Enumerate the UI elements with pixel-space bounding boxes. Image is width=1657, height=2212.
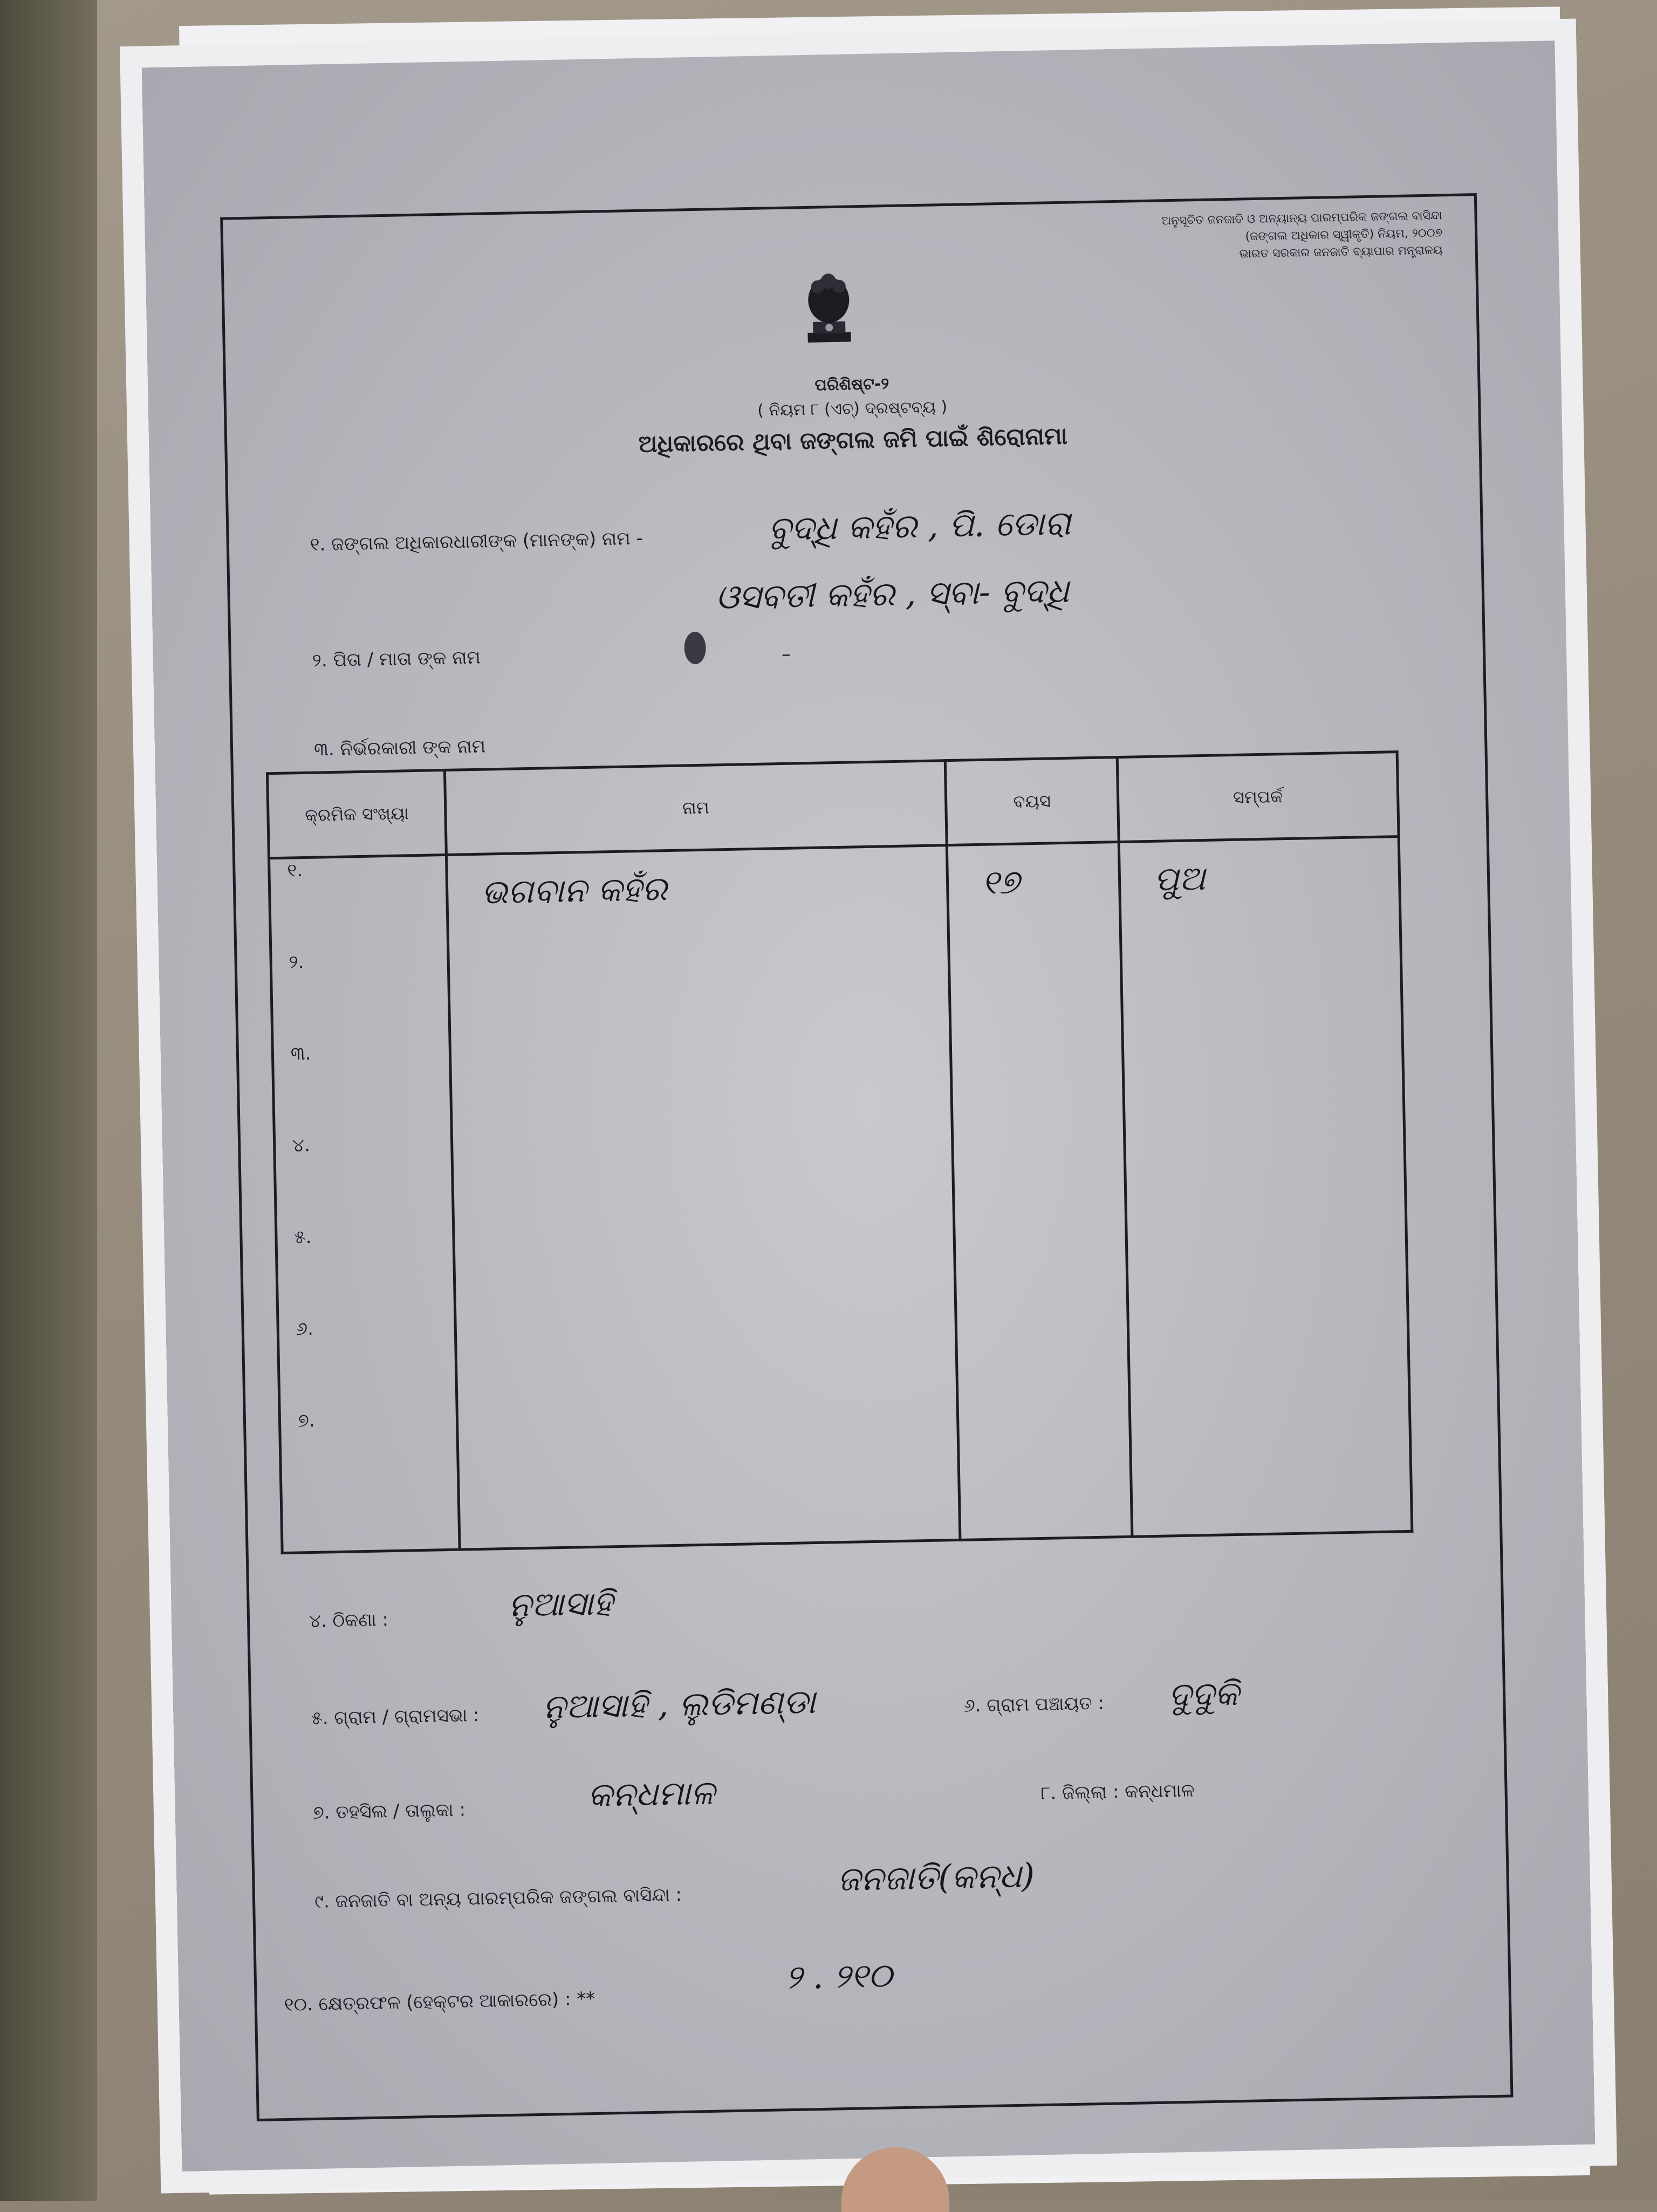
age-column (947, 842, 1132, 1540)
name-column (447, 845, 960, 1550)
dependents-table (266, 750, 1413, 1554)
header-relation: ସମ୍ପର୍କ (1117, 752, 1399, 842)
serial-3: ୩. (290, 1042, 311, 1065)
table-body (269, 837, 1412, 1553)
serial-7: ୭. (297, 1409, 316, 1432)
serial-5: ୫. (294, 1226, 312, 1248)
serial-6: ୬. (296, 1317, 314, 1340)
serial-1: ୧. (287, 859, 303, 882)
annex-label: ପରିଶିଷ୍ଟ-୨ (814, 374, 889, 395)
header-note-line2: (ଜଙ୍ଗଲ ଅଧିକାର ସ୍ୱୀକୃତି) ନିୟମ, ୨୦୦୭ (1245, 226, 1443, 244)
field-5-label: ୫. ଗ୍ରାମ / ଗ୍ରାମସଭା : (311, 1704, 480, 1730)
field-1-label: ୧. ଜଙ୍ଗଲ ଅଧିକାରଧାରୀଙ୍କ (ମାନଙ୍କ) ନାମ - (310, 527, 643, 556)
header-age: ବୟସ (945, 757, 1119, 845)
relation-column (1119, 837, 1412, 1537)
document-frame (220, 193, 1513, 2121)
ink-blot (684, 632, 706, 665)
serial-4: ୪. (292, 1134, 311, 1157)
header-note (1161, 207, 1443, 264)
field-9-label: ୯. ଜନଜାତି ବା ଅନ୍ୟ ପାରମ୍ପରିକ ଜଙ୍ଗଲ ବାସିନ୍ଦା : (314, 1883, 682, 1913)
document-page (142, 40, 1595, 2172)
header-note-line3: ଭାରତ ସରକାର ଜନଜାତି ବ୍ୟାପାର ମନ୍ତ୍ରାଳୟ (1239, 243, 1443, 261)
serial-2: ୨. (289, 951, 304, 973)
header-name: ନାମ (445, 761, 947, 855)
field-6-value: ଦୁଦୁକି (1168, 1674, 1240, 1715)
document-title: ଅଧିକାରରେ ଥିବା ଜଙ୍ଗଲ ଜମି ପାଇଁ ଶିରୋନାମା (638, 422, 1068, 458)
field-4-label: ୪. ଠିକଣା : (309, 1609, 389, 1633)
field-10-label: ୧୦. କ୍ଷେତ୍ରଫଳ (ହେକ୍ଟର ଆକାରରେ) : ** (284, 1988, 595, 2016)
serial-column (269, 855, 460, 1553)
field-7-value: କନ୍ଧମାଳ (587, 1772, 715, 1815)
rule-reference: ( ନିୟମ ୮ (ଏଚ୍) ଦ୍ରଷ୍ଟବ୍ୟ ) (757, 397, 948, 420)
field-10-value: ୨ . ୨୧୦ (785, 1955, 893, 1997)
field-1-value-line1: ବୁଦ୍ଧି କହଁର , ପି. ଡୋରା (768, 503, 1071, 549)
field-8-label: ୮. ଜିଲ୍ଲା : କନ୍ଧମାଳ (1040, 1779, 1195, 1805)
field-3-label: ୩. ନିର୍ଭରକାରୀ ଙ୍କ ନାମ (313, 735, 486, 761)
field-5-value: ନୁଆସାହି , ଲୁଡିମଣ୍ଡା (542, 1682, 816, 1726)
field-1-value-line2: ଓସବତୀ କହଁର , ସ୍ବା- ବୁଦ୍ଧି (715, 570, 1070, 617)
dependent-name-1: ଭଗବାନ କହଁର (481, 869, 668, 912)
dependent-age-1: ୧୭ (981, 862, 1020, 902)
field-6-label: ୬. ଗ୍ରାମ ପଞ୍ଚାୟତ : (963, 1692, 1105, 1717)
field-9-value: ଜନଜାତି(କନ୍ଧ) (837, 1855, 1035, 1899)
field-2-label: ୨. ପିତା / ମାତା ଙ୍କ ନାମ (312, 646, 481, 672)
header-serial: କ୍ରମିକ ସଂଖ୍ୟା (267, 770, 446, 858)
field-2-value: – (781, 643, 791, 665)
dependent-relation-1: ପୁଅ (1153, 858, 1206, 899)
national-emblem-icon (796, 267, 862, 349)
field-7-label: ୭. ତହସିଲ / ତାଲୁକା : (312, 1799, 466, 1824)
field-4-value: ନୁଆସାହି (508, 1583, 613, 1624)
header-note-line1: ଅନୁସୂଚିତ ଜନଜାତି ଓ ଅନ୍ୟାନ୍ୟ ପାରମ୍ପରିକ ଜଙ୍ଗଲ ବାସିନ୍ଦା (1161, 209, 1442, 228)
